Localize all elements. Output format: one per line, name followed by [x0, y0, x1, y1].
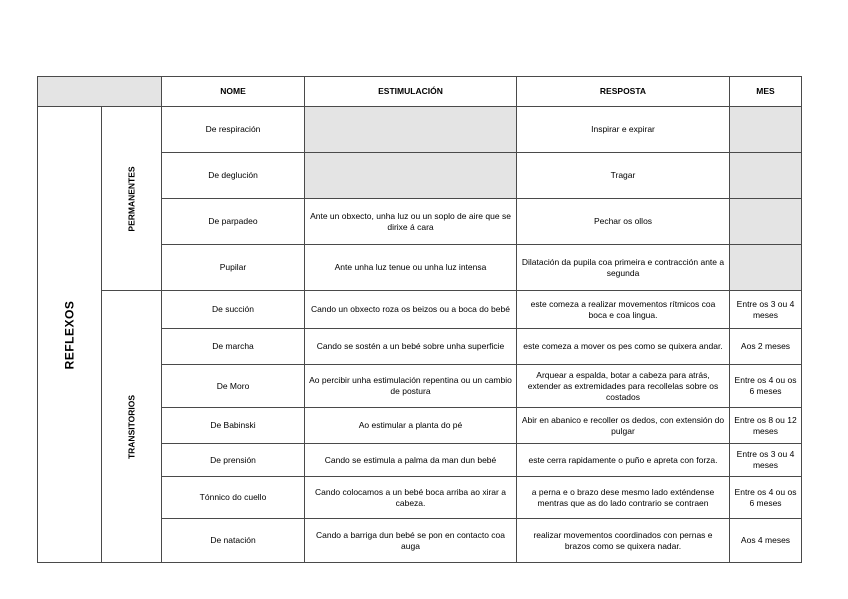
row-mes — [730, 153, 802, 199]
row-resposta: este comeza a realizar movementos rítmicos coa boca e coa lingua. — [517, 291, 730, 329]
row-nome: De respiración — [162, 107, 305, 153]
row-mes: Entre os 8 ou 12 meses — [730, 408, 802, 444]
row-resposta: Dilatación da pupila coa primeira e contracción ante a segunda — [517, 245, 730, 291]
row-resposta: realizar movementos coordinados con pernas e brazos como se quixera nadar. — [517, 519, 730, 563]
row-nome: De marcha — [162, 329, 305, 365]
header-nome: NOME — [162, 77, 305, 107]
row-nome: De parpadeo — [162, 199, 305, 245]
row-mes — [730, 199, 802, 245]
row-nome: De deglución — [162, 153, 305, 199]
row-resposta: Arquear a espalda, botar a cabeza para atrás, extender as extremidades para recollelas sobre os costados — [517, 365, 730, 408]
row-nome: De succión — [162, 291, 305, 329]
row-resposta: a perna e o brazo dese mesmo lado exténdense mentras que as do lado contrario se contraen — [517, 477, 730, 519]
row-estimulacion: Cando se estimula a palma da man dun bebé — [305, 444, 517, 477]
table-row — [38, 107, 802, 153]
row-estimulacion: Cando un obxecto roza os beizos ou a boca do bebé — [305, 291, 517, 329]
row-resposta: este cerra rapidamente o puño e apreta con forza. — [517, 444, 730, 477]
header-estimulacion: ESTIMULACIÓN — [305, 77, 517, 107]
reflexes-table — [37, 76, 802, 563]
row-resposta: Inspirar e expirar — [517, 107, 730, 153]
row-estimulacion: Cando colocamos a un bebé boca arriba ao xirar a cabeza. — [305, 477, 517, 519]
row-mes — [730, 245, 802, 291]
row-estimulacion — [305, 153, 517, 199]
row-resposta: Abir en abanico e recoller os dedos, con extensión do pulgar — [517, 408, 730, 444]
header-blank-cell — [38, 77, 162, 107]
header-mes: MES — [730, 77, 802, 107]
row-estimulacion: Cando a barriga dun bebé se pon en contacto coa auga — [305, 519, 517, 563]
row-estimulacion — [305, 107, 517, 153]
row-estimulacion: Ao estimular a planta do pé — [305, 408, 517, 444]
row-estimulacion: Ante un obxecto, unha luz ou un soplo de aire que se dirixe á cara — [305, 199, 517, 245]
row-nome: Pupilar — [162, 245, 305, 291]
row-estimulacion: Ao percibir unha estimulación repentina ou un cambio de postura — [305, 365, 517, 408]
group-transitorios: TRANSITORIOS — [102, 291, 162, 563]
row-resposta: Tragar — [517, 153, 730, 199]
row-mes: Entre os 3 ou 4 meses — [730, 291, 802, 329]
row-resposta: Pechar os ollos — [517, 199, 730, 245]
row-mes: Entre os 3 ou 4 meses — [730, 444, 802, 477]
table-row — [38, 291, 802, 329]
row-mes: Aos 4 meses — [730, 519, 802, 563]
row-mes: Aos 2 meses — [730, 329, 802, 365]
row-nome: De Moro — [162, 365, 305, 408]
row-resposta: este comeza a mover os pes como se quixera andar. — [517, 329, 730, 365]
group-permanentes: PERMANENTES — [102, 107, 162, 291]
row-estimulacion: Ante unha luz tenue ou unha luz intensa — [305, 245, 517, 291]
row-nome: De natación — [162, 519, 305, 563]
row-nome: De Babinski — [162, 408, 305, 444]
row-nome: De prensión — [162, 444, 305, 477]
header-row — [38, 77, 802, 107]
row-mes: Entre os 4 ou os 6 meses — [730, 365, 802, 408]
row-estimulacion: Cando se sostén a un bebé sobre unha superficie — [305, 329, 517, 365]
row-mes: Entre os 4 ou os 6 meses — [730, 477, 802, 519]
category-reflexos: REFLEXOS — [38, 107, 102, 563]
row-nome: Tónnico do cuello — [162, 477, 305, 519]
row-mes — [730, 107, 802, 153]
header-resposta: RESPOSTA — [517, 77, 730, 107]
